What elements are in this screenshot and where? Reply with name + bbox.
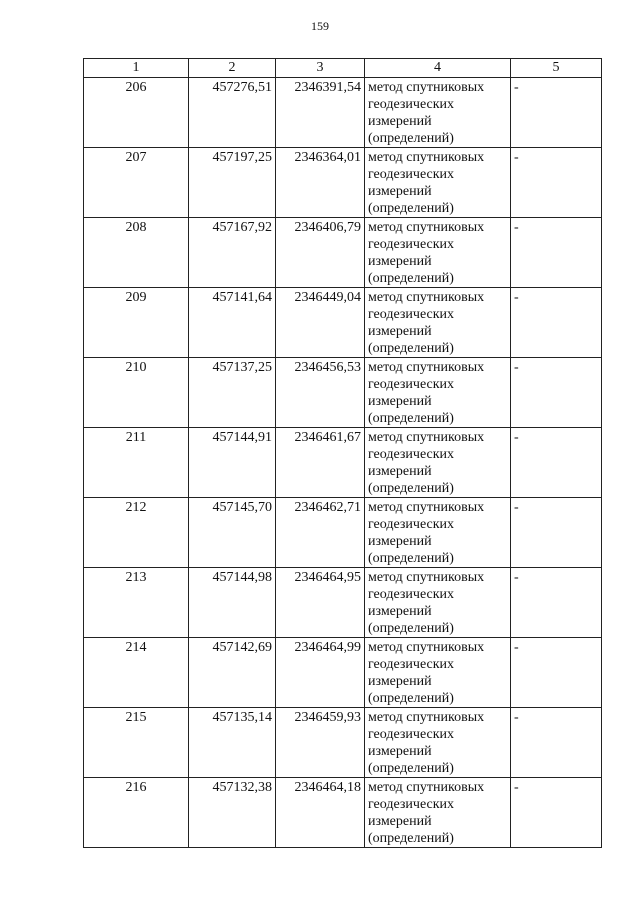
- y-coordinate-cell: 2346464,99: [276, 638, 365, 708]
- note-cell: -: [511, 568, 602, 638]
- y-coordinate-cell: 2346459,93: [276, 708, 365, 778]
- column-header: 1: [84, 59, 189, 78]
- method-cell: метод спутниковых геодезических измерений (определений): [365, 358, 511, 428]
- point-number-cell: 206: [84, 78, 189, 148]
- column-header: 3: [276, 59, 365, 78]
- page-number: 159: [311, 19, 329, 33]
- x-coordinate-cell: 457144,91: [189, 428, 276, 498]
- table-row: [84, 428, 602, 498]
- method-cell: метод спутниковых геодезических измерений (определений): [365, 498, 511, 568]
- y-coordinate-cell: 2346406,79: [276, 218, 365, 288]
- point-number-cell: 215: [84, 708, 189, 778]
- method-cell: метод спутниковых геодезических измерений (определений): [365, 428, 511, 498]
- coordinates-table: [83, 58, 602, 848]
- table-row: [84, 148, 602, 218]
- table-row: [84, 568, 602, 638]
- x-coordinate-cell: 457142,69: [189, 638, 276, 708]
- column-header: 4: [365, 59, 511, 78]
- table-row: [84, 498, 602, 568]
- note-cell: -: [511, 638, 602, 708]
- y-coordinate-cell: 2346461,67: [276, 428, 365, 498]
- x-coordinate-cell: 457167,92: [189, 218, 276, 288]
- method-cell: метод спутниковых геодезических измерений (определений): [365, 288, 511, 358]
- table-header-row: [84, 59, 602, 78]
- table-row: [84, 638, 602, 708]
- note-cell: -: [511, 148, 602, 218]
- method-cell: метод спутниковых геодезических измерений (определений): [365, 78, 511, 148]
- y-coordinate-cell: 2346464,95: [276, 568, 365, 638]
- table-row: [84, 778, 602, 848]
- y-coordinate-cell: 2346391,54: [276, 78, 365, 148]
- point-number-cell: 213: [84, 568, 189, 638]
- note-cell: -: [511, 358, 602, 428]
- y-coordinate-cell: 2346449,04: [276, 288, 365, 358]
- table-row: [84, 288, 602, 358]
- method-cell: метод спутниковых геодезических измерений (определений): [365, 148, 511, 218]
- y-coordinate-cell: 2346462,71: [276, 498, 365, 568]
- table-row: [84, 708, 602, 778]
- note-cell: -: [511, 78, 602, 148]
- x-coordinate-cell: 457137,25: [189, 358, 276, 428]
- note-cell: -: [511, 288, 602, 358]
- point-number-cell: 214: [84, 638, 189, 708]
- method-cell: метод спутниковых геодезических измерений (определений): [365, 218, 511, 288]
- x-coordinate-cell: 457144,98: [189, 568, 276, 638]
- x-coordinate-cell: 457132,38: [189, 778, 276, 848]
- note-cell: -: [511, 498, 602, 568]
- method-cell: метод спутниковых геодезических измерений (определений): [365, 708, 511, 778]
- note-cell: -: [511, 778, 602, 848]
- point-number-cell: 216: [84, 778, 189, 848]
- point-number-cell: 208: [84, 218, 189, 288]
- point-number-cell: 212: [84, 498, 189, 568]
- point-number-cell: 209: [84, 288, 189, 358]
- method-cell: метод спутниковых геодезических измерений (определений): [365, 778, 511, 848]
- x-coordinate-cell: 457141,64: [189, 288, 276, 358]
- table-row: [84, 218, 602, 288]
- table-row: [84, 358, 602, 428]
- note-cell: -: [511, 428, 602, 498]
- method-cell: метод спутниковых геодезических измерений (определений): [365, 638, 511, 708]
- x-coordinate-cell: 457135,14: [189, 708, 276, 778]
- x-coordinate-cell: 457145,70: [189, 498, 276, 568]
- point-number-cell: 210: [84, 358, 189, 428]
- y-coordinate-cell: 2346464,18: [276, 778, 365, 848]
- column-header: 2: [189, 59, 276, 78]
- table-body: [84, 78, 602, 848]
- note-cell: -: [511, 708, 602, 778]
- method-cell: метод спутниковых геодезических измерений (определений): [365, 568, 511, 638]
- column-header: 5: [511, 59, 602, 78]
- x-coordinate-cell: 457197,25: [189, 148, 276, 218]
- point-number-cell: 207: [84, 148, 189, 218]
- y-coordinate-cell: 2346456,53: [276, 358, 365, 428]
- x-coordinate-cell: 457276,51: [189, 78, 276, 148]
- note-cell: -: [511, 218, 602, 288]
- point-number-cell: 211: [84, 428, 189, 498]
- table-row: [84, 78, 602, 148]
- y-coordinate-cell: 2346364,01: [276, 148, 365, 218]
